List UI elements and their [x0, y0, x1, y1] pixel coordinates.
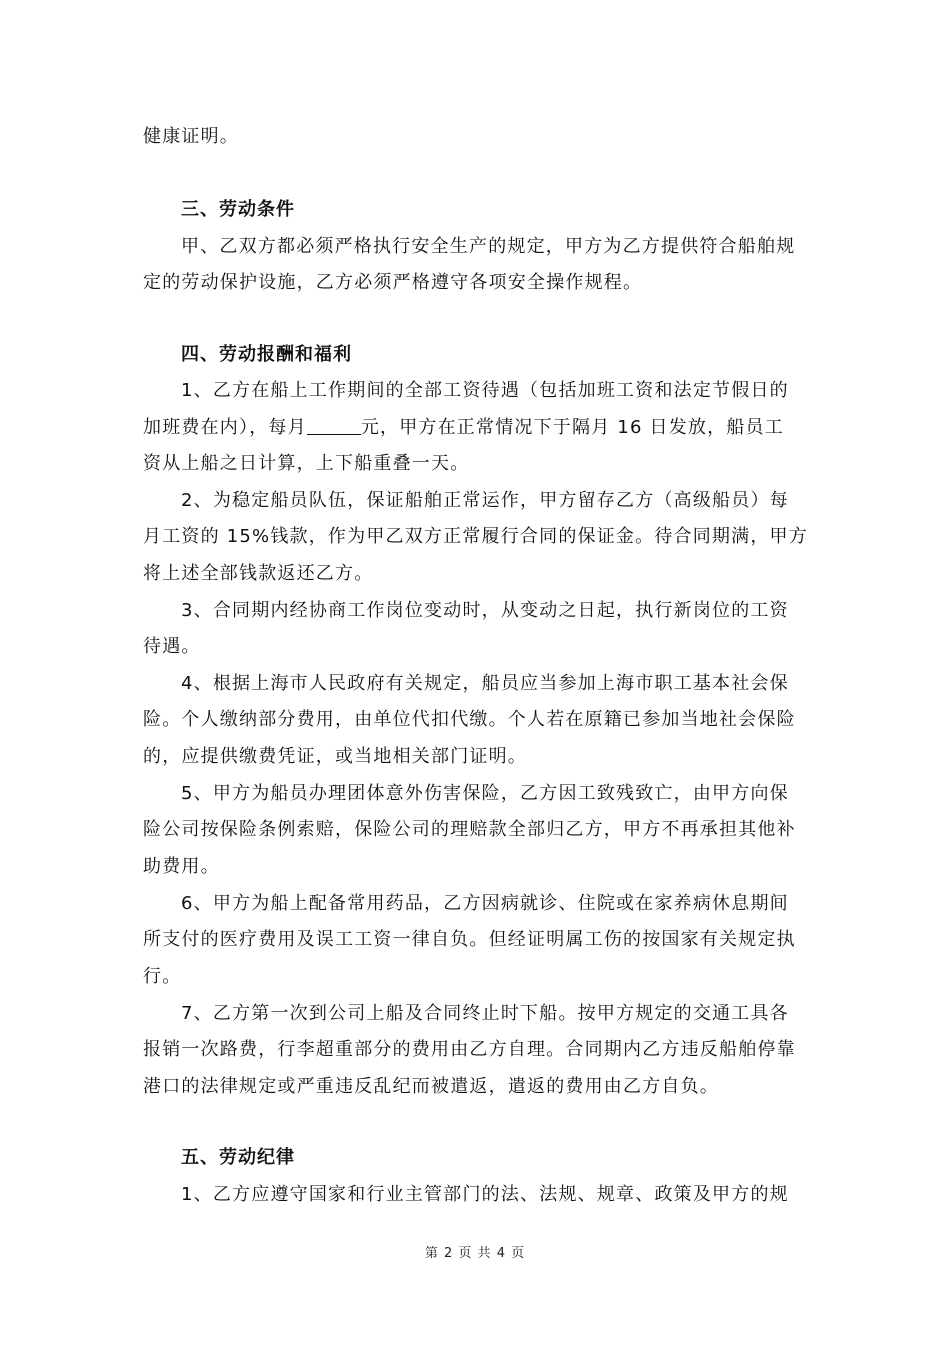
paragraph-line: 资从上船之日计算，上下船重叠一天。: [143, 453, 470, 474]
paragraph-line: 险。个人缴纳部分费用，由单位代扣代缴。个人若在原籍已参加当地社会保险: [143, 709, 796, 730]
paragraph-line: 3、合同期内经协商工作岗位变动时，从变动之日起，执行新岗位的工资: [181, 600, 789, 621]
paragraph-line-with-blank: [143, 415, 813, 441]
paragraph-line: 7、乙方第一次到公司上船及合同终止时下船。按甲方规定的交通工具各: [181, 1003, 789, 1024]
paragraph-line: 将上述全部钱款返还乙方。: [143, 563, 374, 584]
paragraph-line: 所支付的医疗费用及误工工资一律自负。但经证明属工伤的按国家有关规定执: [143, 929, 796, 950]
section-heading-4: 四、劳动报酬和福利: [181, 344, 352, 365]
section-heading-5: 五、劳动纪律: [181, 1147, 295, 1168]
paragraph-line: 1、乙方应遵守国家和行业主管部门的法、法规、规章、政策及甲方的规: [181, 1184, 789, 1205]
paragraph-line: 报销一次路费，行李超重部分的费用由乙方自理。合同期内乙方违反船舶停靠: [143, 1039, 796, 1060]
paragraph-line: 5、甲方为船员办理团体意外伤害保险，乙方因工致残致亡，由甲方向保: [181, 783, 789, 804]
paragraph-line: 2、为稳定船员队伍，保证船舶正常运作，甲方留存乙方（高级船员）每: [181, 490, 789, 511]
paragraph-line: 6、甲方为船上配备常用药品，乙方因病就诊、住院或在家养病休息期间: [181, 893, 789, 914]
body-text-line: 健康证明。: [143, 126, 239, 147]
paragraph-line: 港口的法律规定或严重违反乱纪而被遣返，遣返的费用由乙方自负。: [143, 1076, 719, 1097]
section-heading-3: 三、劳动条件: [181, 199, 295, 220]
paragraph-line: 甲、乙双方都必须严格执行安全生产的规定，甲方为乙方提供符合船舶规: [181, 236, 796, 257]
paragraph-line: 助费用。: [143, 856, 220, 877]
paragraph-line: 月工资的 15%钱款，作为甲乙双方正常履行合同的保证金。待合同期满，甲方: [143, 526, 808, 547]
salary-blank-underline: [307, 416, 361, 435]
page-number-footer: 第 2 页 共 4 页: [424, 1246, 526, 1261]
paragraph-line: 行。: [143, 966, 182, 987]
paragraph-line: 待遇。: [143, 636, 201, 657]
paragraph-line: 险公司按保险条例索赔，保险公司的理赔款全部归乙方，甲方不再承担其他补: [143, 819, 796, 840]
text-before-blank: 加班费在内），每月: [143, 417, 307, 438]
paragraph-line: 定的劳动保护设施，乙方必须严格遵守各项安全操作规程。: [143, 272, 643, 293]
text-after-blank: 元，甲方在正常情况下于隔月 16 日发放，船员工: [360, 417, 784, 438]
paragraph-line: 4、根据上海市人民政府有关规定，船员应当参加上海市职工基本社会保: [181, 673, 789, 694]
paragraph-line: 1、乙方在船上工作期间的全部工资待遇（包括加班工资和法定节假日的: [181, 380, 789, 401]
paragraph-line: 的，应提供缴费凭证，或当地相关部门证明。: [143, 746, 527, 767]
